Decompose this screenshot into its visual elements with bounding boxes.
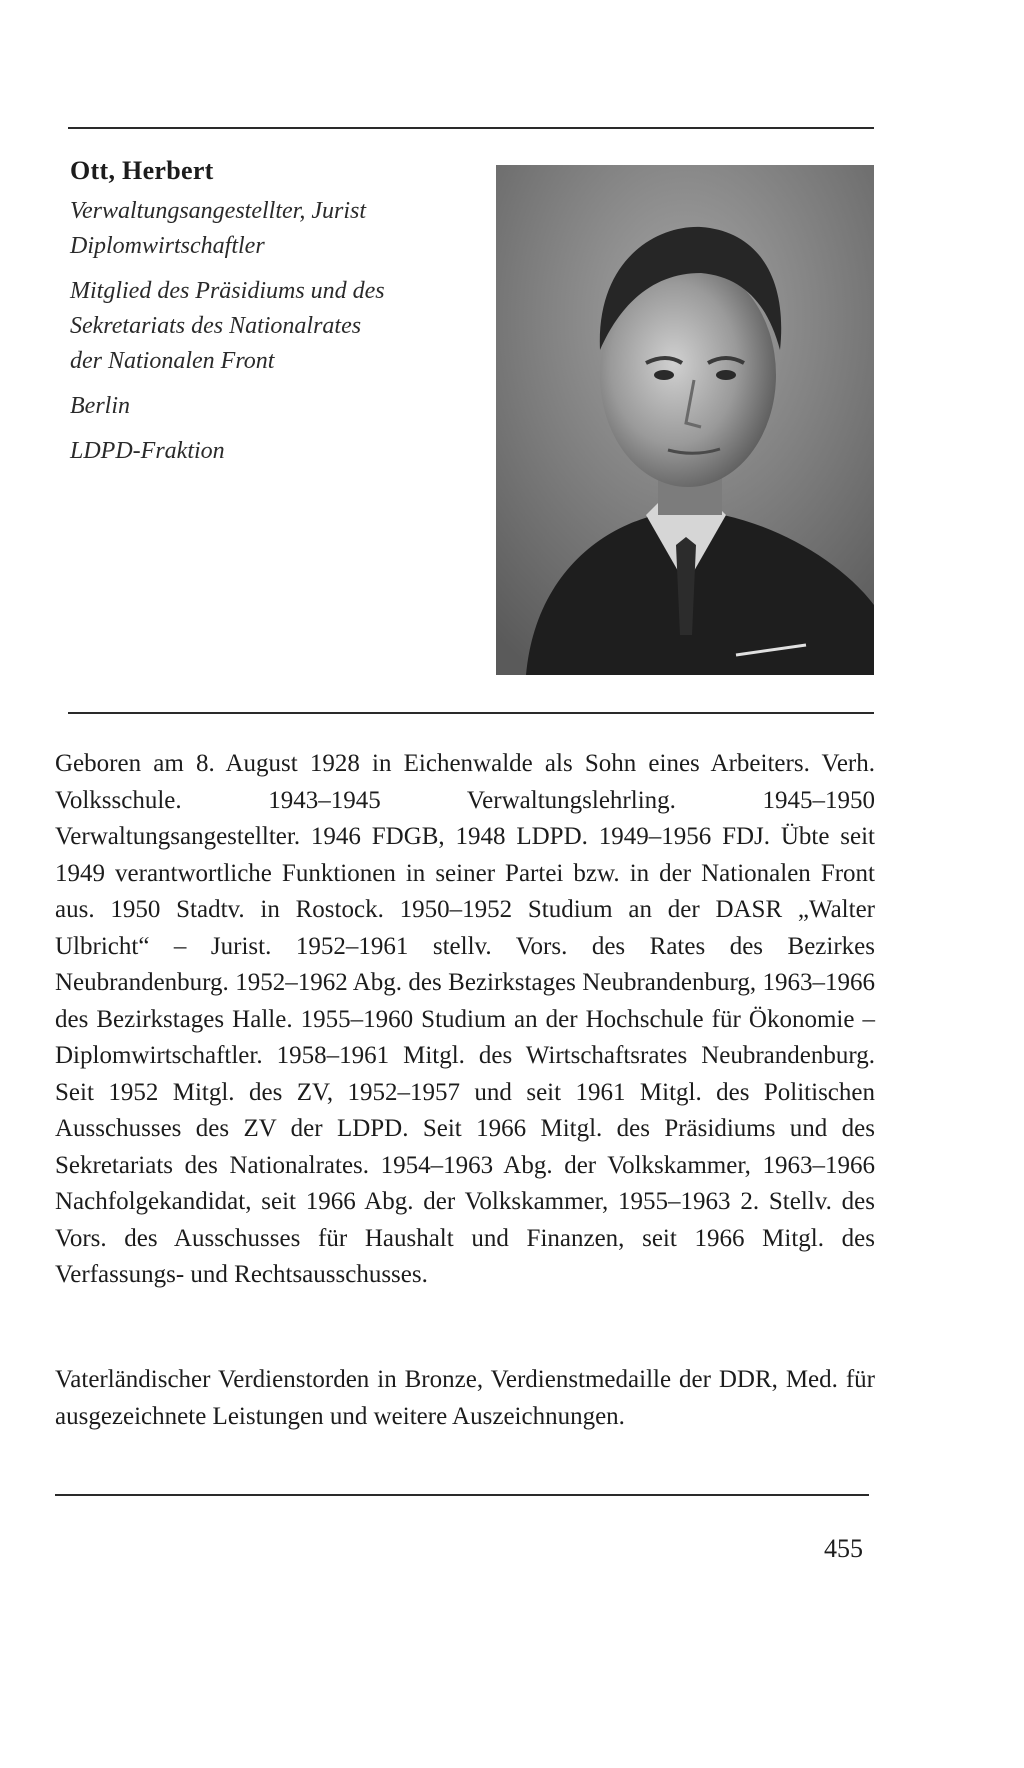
- top-rule: [68, 127, 874, 129]
- role-line: Mitglied des Präsidiums und des: [70, 278, 385, 304]
- portrait-image: [496, 165, 874, 675]
- middle-rule: [68, 712, 874, 714]
- biography-text: Geboren am 8. August 1928 in Eichenwalde als Sohn eines Arbeiters. Verh. Volksschule. 1943–1945 Verwaltungslehrling. 1945–1950 Verwaltungsangestellter. 1946 FDGB, 1948 LDPD. 1949–1956 FDJ. Übte seit 1949 verantwortliche Funktionen in seiner Partei bzw. in der Nationalen Front aus. 1950 Stadtv. in Rostock. 1950–1952 Studium an der DASR „Walter Ulbricht“ – Jurist. 1952–1961 stellv. Vors. des Rates des Bezirkes Neubrandenburg. 1952–1962 Abg. des Bezirkstages Neubrandenburg, 1963–1966 des Bezirkstages Halle. 1955–1960 Studium an der Hochschule für Ökonomie – Diplomwirtschaftler. 1958–1961 Mitgl. des Wirtschaftsrates Neubrandenburg. Seit 1952 Mitgl. des ZV, 1952–1957 und seit 1961 Mitgl. des Politischen Ausschusses des ZV der LDPD. Seit 1966 Mitgl. des Präsidiums und des Sekretariats des Nationalrates. 1954–1963 Abg. der Volkskammer, 1963–1966 Nachfolgekandidat, seit 1966 Abg. der Volkskammer, 1955–1963 2. Stellv. des Vors. des Ausschusses für Haushalt und Finanzen, seit 1966 Mitgl. des Verfassungs- und Rechtsausschusses.: [55, 750, 875, 1288]
- role-line: Verwaltungsangestellter, Jurist: [70, 198, 366, 224]
- honors-text: Vaterländischer Verdienstorden in Bronze, Verdienstmedaille der DDR, Med. für ausgezeichnete Leistungen und weitere Auszeichnungen.: [55, 1366, 875, 1430]
- bottom-rule: [55, 1494, 869, 1496]
- role-line: LDPD-Fraktion: [70, 438, 225, 464]
- role-line: der Nationalen Front: [70, 348, 275, 374]
- role-line: Diplomwirtschaftler: [70, 233, 265, 259]
- entry-header: [70, 156, 490, 469]
- role-line: Sekretariats des Nationalrates: [70, 313, 362, 339]
- page-number: 455: [824, 1534, 863, 1563]
- portrait-photo: [496, 165, 874, 675]
- role-line: Berlin: [70, 393, 130, 419]
- person-name: Ott, Herbert: [70, 156, 214, 185]
